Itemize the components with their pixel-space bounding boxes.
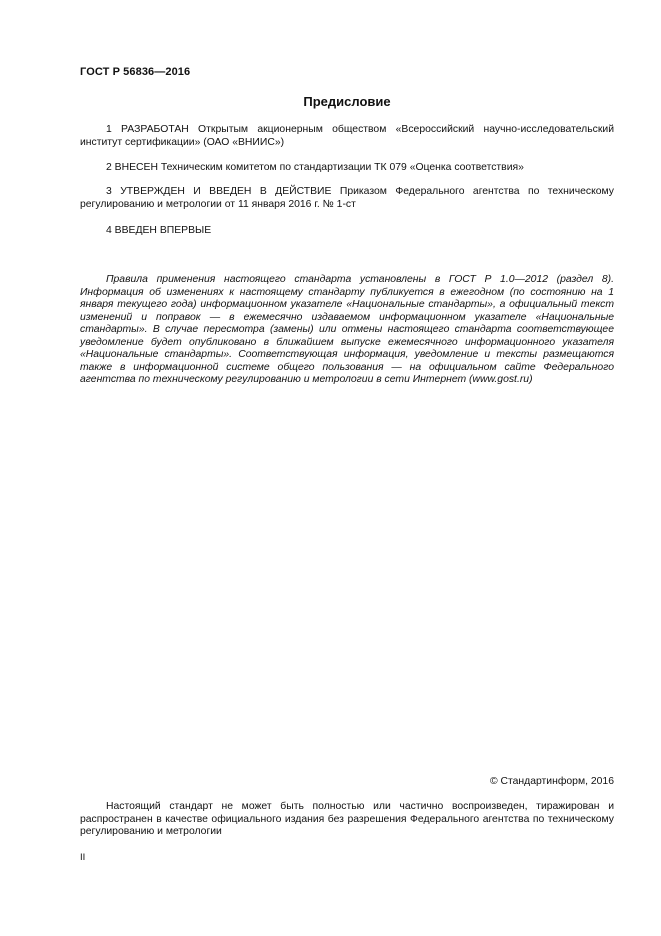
preface-item-1-text: 1 РАЗРАБОТАН Открытым акционерным обществом «Всероссийский научно-исследовательский институт сертификации» (ОАО «ВНИИС») bbox=[80, 124, 614, 148]
page-title: Предисловие bbox=[303, 94, 391, 109]
document-code: ГОСТ Р 56836—2016 bbox=[80, 66, 191, 78]
preface-item-4 bbox=[80, 224, 614, 237]
preface-item-2-text: 2 ВНЕСЕН Техническим комитетом по стандартизации ТК 079 «Оценка соответствия» bbox=[106, 162, 524, 173]
preface-item-2 bbox=[80, 161, 614, 174]
rights-notice bbox=[80, 801, 614, 839]
preface-item-4-text: 4 ВВЕДЕН ВПЕРВЫЕ bbox=[106, 225, 212, 236]
preface-item-1 bbox=[80, 123, 614, 149]
application-note-text: Правила применения настоящего стандарта установлены в ГОСТ Р 1.0—2012 (раздел 8). Информация об изменениях к настоящему стандарту публикуется в ежегодном (по состоянию на 1 января текущего года) информационном указателе «Национальные стандарты», а официальный текст изменений и поправок — в ежемесячно издаваемом информационном указателе «Национальные стандарты». В случае пересмотра (замены) или отмены настоящего стандарта соответствующее уведомление будет опубликовано в ближайшем выпуске ежемесячного информационного указателя «Национальные стандарты». Соответствующая информация, уведомление и тексты размещаются также в информационной системе общего пользования — на официальном сайте Федерального агентства по техническому регулированию и метрологии в сети Интернет (www.gost.ru) bbox=[80, 274, 614, 385]
page-number: II bbox=[80, 852, 86, 863]
preface-item-3 bbox=[80, 185, 614, 211]
preface-item-3-text: 3 УТВЕРЖДЕН И ВВЕДЕН В ДЕЙСТВИЕ Приказом Федерального агентства по техническому регулированию и метрологии от 11 января 2016 г. № 1-ст bbox=[80, 186, 614, 210]
copyright-line: © Стандартинформ, 2016 bbox=[489, 776, 614, 787]
rights-notice-text: Настоящий стандарт не может быть полностью или частично воспроизведен, тиражирован и распространен в качестве официального издания без разрешения Федерального агентства по техническому регулированию и метрологии bbox=[80, 801, 614, 837]
application-note bbox=[80, 274, 614, 387]
